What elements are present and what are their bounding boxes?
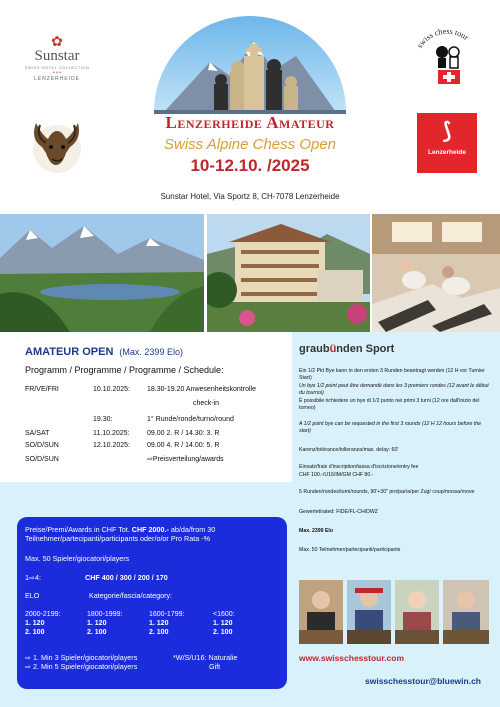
category-label: Kategorie/fascia/category: [89, 591, 173, 600]
category-prize-2: 2. 100 [25, 629, 45, 636]
prize-footnote-1: ⇨ 1. Min 3 Spieler/giocatori/players [25, 653, 138, 662]
category-range: 1800-1999: [87, 611, 123, 618]
hotel-photo [207, 214, 370, 332]
bye-rule-it: È possibile richiedere un bye di 1/2 punto nei primi 3 turni (12 ore dall'inizio del torneo) [299, 398, 480, 411]
schedule-day: SA/SAT [25, 430, 50, 437]
schedule-date: 19.30: [93, 416, 113, 423]
schedule-row [25, 398, 256, 414]
programme-title: Programm / Programme / Programme / Schedule: [25, 365, 224, 375]
category-column [87, 610, 122, 637]
event-subtitle: Swiss Alpine Chess Open [163, 136, 337, 153]
prize-footnote-u16: *W/S/U16: Naturalie [173, 653, 238, 662]
event-date: 10-12.10. /2025 [190, 156, 310, 175]
sunstar-flower-icon: ✿ [51, 33, 63, 49]
category-range: <1600: [213, 611, 235, 618]
sunstar-logo [22, 34, 92, 82]
schedule-event: 18.30-19.20 Anwesenheitskontrolle [147, 386, 256, 393]
schedule-event: 09.00 4. R / 14.00: 5. R [147, 442, 220, 449]
swiss-chess-tour-logo [408, 22, 486, 88]
prize-participants: Teilnehmer/partecipanti/participants oder/o/or Pro Rata -% [25, 534, 210, 543]
graubunden-text-a: graub [299, 343, 330, 355]
schedule-row [25, 428, 256, 440]
schedule-day: FR/VE/FRI [25, 386, 59, 393]
max-elo-note: Max. 2399 Elo [299, 528, 334, 534]
graubunden-text-b: nden Sport [336, 343, 395, 355]
lake-mountain-photo [0, 214, 204, 332]
sunstar-town: LENZERHEIDE [33, 76, 80, 82]
schedule-date: 12.10.2025: [93, 442, 130, 449]
category-column [213, 610, 235, 637]
rated-note: Gewertet/rated: FIDE/FL-CH/DWZ [299, 509, 378, 515]
lenzerheide-logo [417, 113, 477, 173]
lenzerheide-logo-text: Lenzerheide [428, 149, 466, 156]
prize-ranks-values: CHF 400 / 300 / 200 / 170 [85, 573, 168, 582]
category-range: 1600-1799: [149, 611, 185, 618]
schedule-date [93, 454, 147, 466]
amateur-open-title: AMATEUR OPEN [25, 346, 114, 358]
category-prize-2: 2. 100 [213, 629, 233, 636]
venue-address: Sunstar Hotel, Via Sportz 8, CH-7078 Lenzerheide [160, 192, 340, 201]
prize-total [25, 525, 283, 534]
entry-fee-amount: CHF 100.-/U16/IM/GM CHF 80.- [299, 472, 374, 478]
event-title: Lenzerheide Amateur [165, 113, 335, 132]
category-prize-1: 1. 120 [87, 620, 107, 627]
schedule-table [25, 384, 256, 466]
category-range: 2000-2199: [25, 611, 61, 618]
bye-rule-en: A 1/2 point bye can be requested in the first 3 rounds (12 H 12 hours before the start) [299, 421, 482, 434]
schedule-row [25, 414, 256, 428]
prize-ranks-label: 1⇨4: [25, 573, 42, 582]
karenz-note: Karenz/tolérance/tolleranza/max. delay: 60' [299, 447, 399, 453]
max-participants-note: Max. 50 Teilnehmer/partecipanti/participants [299, 547, 401, 553]
bye-rule-fr: Un bye 1/2 point peut être demandé dans les 3 premiers rondes (12 avant le début du tournoi) [299, 383, 489, 396]
category-prize-1: 1. 120 [25, 620, 45, 627]
prize-footnote-gift: Gift [209, 662, 221, 671]
schedule-event: check-in [193, 400, 220, 407]
graubunden-text-u: ü [329, 343, 337, 355]
schedule-row [25, 440, 256, 454]
sunstar-dots: • • • [52, 70, 62, 76]
schedule-day: SO/D/SUN [25, 442, 59, 449]
ibex-logo-icon [26, 113, 88, 175]
schedule-event: ⇨Preisverteilung/awards [147, 456, 224, 463]
bye-rule-de: Ein 1/2 Pkt Bye kann in den ersten 3 Runden beantragt werden (12 H vor Turnier Start) [299, 368, 485, 381]
category-prize-2: 2. 100 [149, 629, 169, 636]
amateur-max-elo: (Max. 2399 Elo) [119, 347, 183, 357]
entry-fee-label: Einsatz/frais d'inscription/tassa d'iscrizione/entry fee [299, 464, 419, 470]
category-prize-2: 2. 100 [87, 629, 107, 636]
team-photos [299, 580, 489, 644]
schedule-row [25, 454, 256, 466]
graubunden-sport-logo [299, 343, 394, 355]
schedule-row [25, 384, 256, 398]
mountain-chess-logo-icon [150, 12, 350, 120]
prize-box [17, 517, 287, 689]
prize-max-players: Max. 50 Spieler/giocatori/players [25, 554, 130, 563]
amateur-open-heading [25, 346, 183, 358]
schedule-day [25, 398, 93, 414]
website-link[interactable]: www.swisschesstour.com [299, 653, 405, 663]
schedule-date: 10.10.2025: [93, 386, 130, 393]
schedule-event: 09.00 2. R / 14.30: 3. R [147, 430, 220, 437]
prize-total-amount: CHF 2000.- [131, 525, 169, 534]
schedule-day: SO/D/SUN [25, 456, 59, 463]
category-prize-1: 1. 120 [149, 620, 169, 627]
sunstar-brand: Sunstar [34, 48, 80, 64]
schedule-day [25, 414, 93, 428]
rounds-note: 5 Runden/rondes/turni/rounds, 90'+30" pro/par/a/per Zug/ coup/mossa/move [299, 489, 475, 495]
category-column [25, 610, 60, 637]
email-link[interactable]: swisschesstour@bluewin.ch [365, 676, 481, 686]
lenzerheide-mark-icon: ⟆ [442, 118, 452, 143]
schedule-event: 1° Runde/ronde/turno/round [147, 416, 234, 423]
prize-footnote-2: ⇨ 2. Min 5 Spieler/giocatori/players [25, 662, 138, 671]
sunstar-subline: SWISS HOTEL COLLECTION [24, 65, 90, 70]
category-prize-1: 1. 120 [213, 620, 233, 627]
prize-total-suffix: ab/da/from 30 [168, 525, 216, 534]
schedule-date: 11.10.2025: [93, 430, 130, 437]
category-column [149, 610, 184, 637]
schedule-date [93, 398, 147, 414]
elo-label: ELO [25, 591, 40, 600]
prize-total-prefix: Preise/Premi/Awards in CHF Tot. [25, 525, 132, 534]
spa-relax-photo [372, 214, 500, 332]
sct-logo-text: swiss chess tour [415, 26, 471, 50]
